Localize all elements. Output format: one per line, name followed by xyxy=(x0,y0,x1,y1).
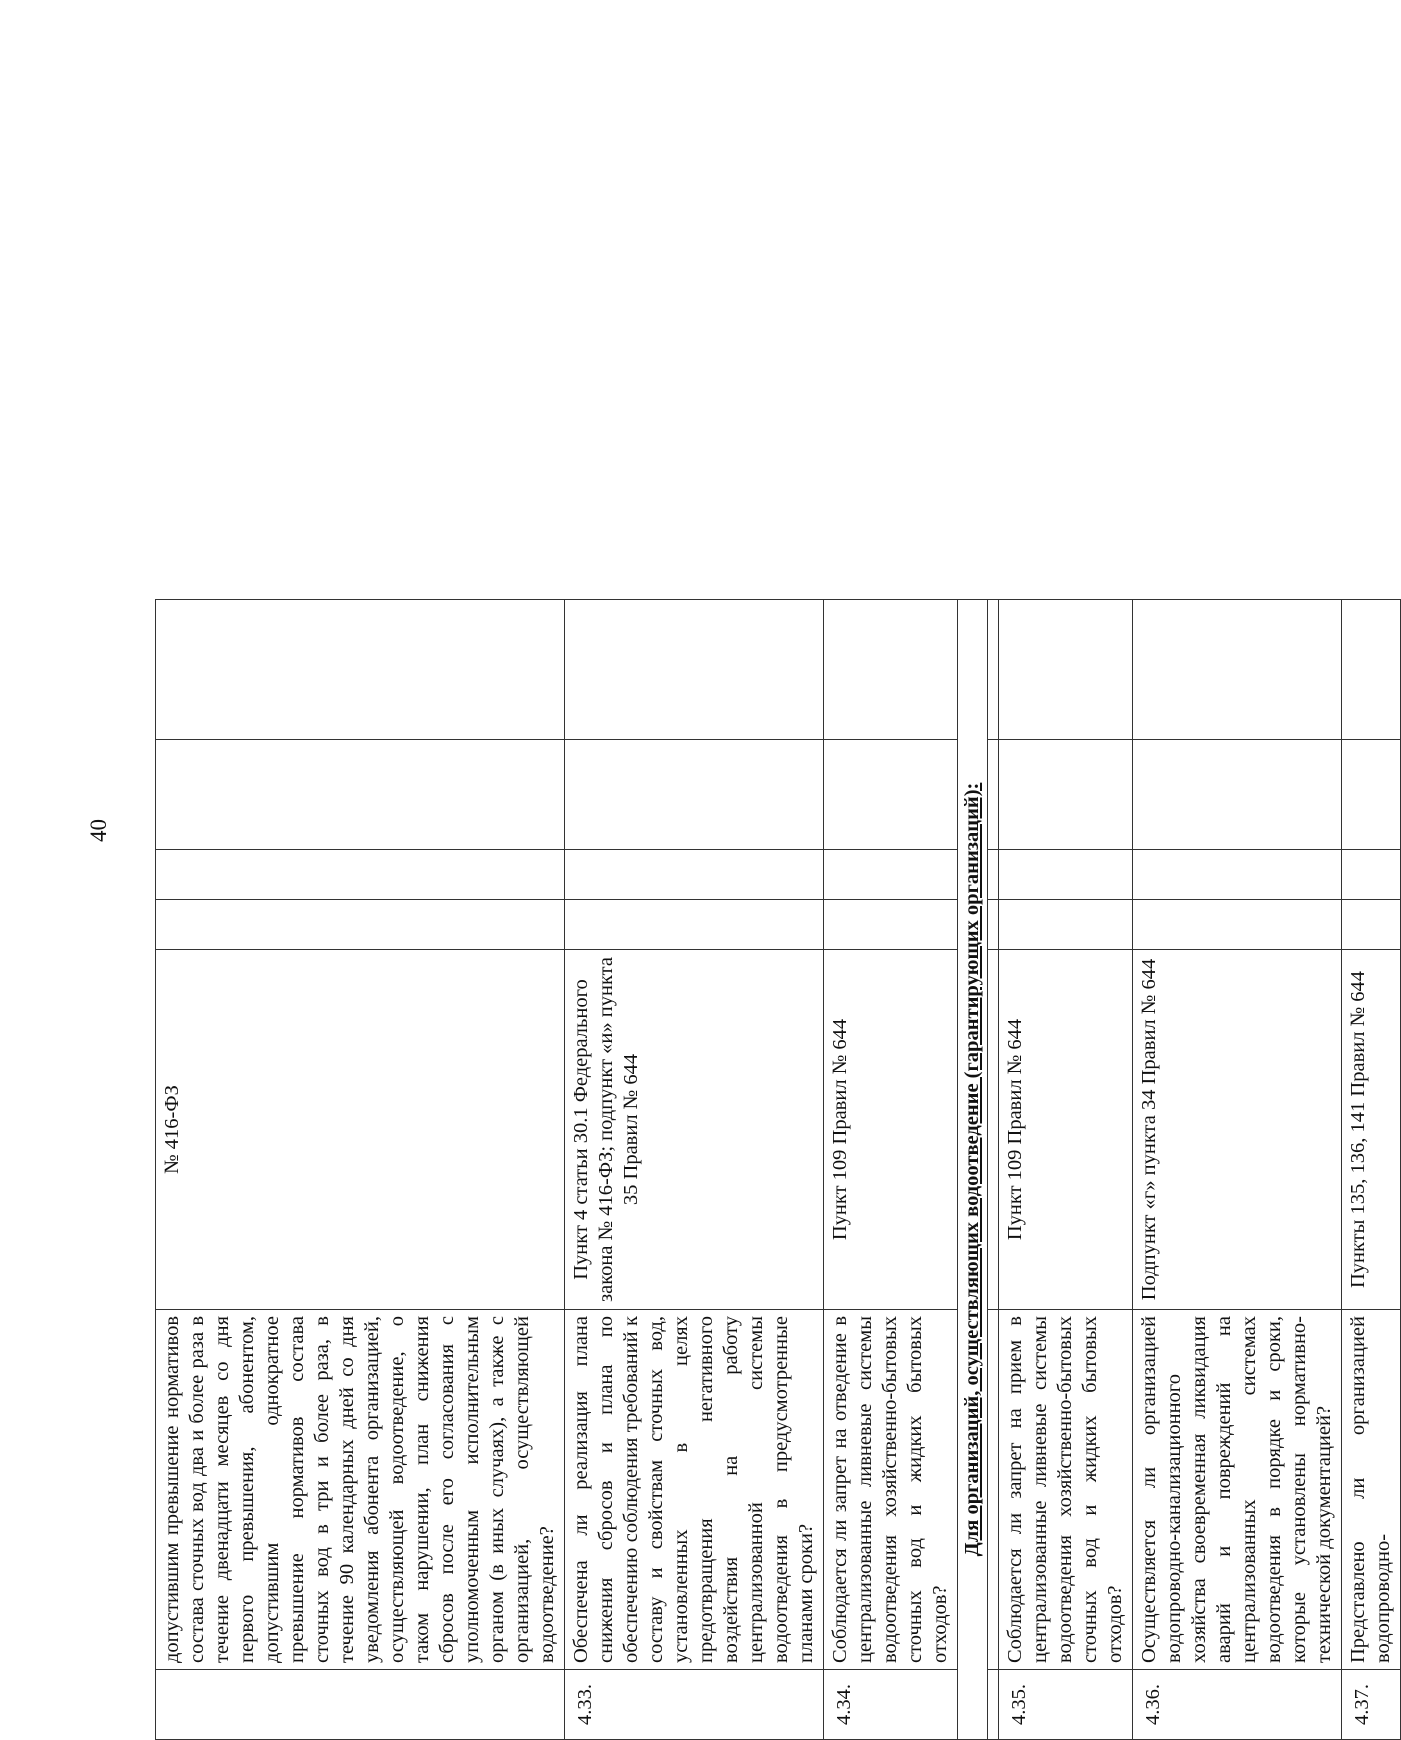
table-row xyxy=(1133,600,1342,1740)
separator-cell xyxy=(988,600,999,740)
checklist-table xyxy=(155,599,1401,1740)
separator-row xyxy=(988,600,999,1740)
answer-yes-cell xyxy=(565,900,824,950)
notes-cell xyxy=(565,600,824,740)
answer-yes-cell xyxy=(1133,900,1342,950)
legal-reference-cell: Подпункт «г» пункта 34 Правил № 644 xyxy=(1133,950,1342,1310)
table-row xyxy=(1342,600,1401,1740)
not-applicable-cell xyxy=(565,740,824,850)
question-cell: допустившим превышение нормативов состава сточных вод два и более раза в течение двенадцати месяцев со дня первого превышения, абонентом, допустившим однократное превышение нормативов состава сточных вод в три и более раза, в течение 90 календарных дней со дня уведомления абонента организацией, осуществляющей водоотведение, о таком нарушении, план снижения сбросов после его согласования с уполномоченным исполнительным органом (в иных случаях), а также с организацией, осуществляющей водоотведение? xyxy=(156,1310,565,1670)
notes-cell xyxy=(1342,600,1401,740)
question-cell: Осуществляется ли организацией водопроводно-канализационного хозяйства своевременная ликвидация аварий и повреждений на централизованных системах водоотведения в порядке и сроки, которые установлены нормативно-технической документацией? xyxy=(1133,1310,1342,1670)
question-cell: Обеспечена ли реализация плана снижения сбросов и плана по обеспечению соблюдения требований к составу и свойствам сточных вод, установленных в целях предотвращения негативного воздействия на работу централизованной системы водоотведения в предусмотренные планами сроки? xyxy=(565,1310,824,1670)
separator-cell xyxy=(988,740,999,850)
checklist-table-rotated xyxy=(155,600,1394,1740)
row-number: 4.37. xyxy=(1342,1670,1401,1740)
answer-yes-cell xyxy=(1342,900,1401,950)
answer-no-cell xyxy=(156,850,565,900)
answer-yes-cell xyxy=(824,900,958,950)
not-applicable-cell xyxy=(824,740,958,850)
row-number: 4.36. xyxy=(1133,1670,1342,1740)
separator-cell xyxy=(988,1670,999,1740)
not-applicable-cell xyxy=(1342,740,1401,850)
answer-no-cell xyxy=(999,850,1133,900)
row-number: 4.35. xyxy=(999,1670,1133,1740)
table-row xyxy=(824,600,958,1740)
answer-yes-cell xyxy=(156,900,565,950)
answer-yes-cell xyxy=(999,900,1133,950)
legal-reference-cell: Пункт 109 Правил № 644 xyxy=(824,950,958,1310)
table-row xyxy=(156,600,565,1740)
legal-reference-cell: Пункты 135, 136, 141 Правил № 644 xyxy=(1342,950,1401,1310)
table-row xyxy=(999,600,1133,1740)
legal-reference-cell: Пункт 4 статьи 30.1 Федерального закона № 416-ФЗ; подпункт «и» пункта 35 Правил № 644 xyxy=(565,950,824,1310)
not-applicable-cell xyxy=(1133,740,1342,850)
separator-cell xyxy=(988,900,999,950)
answer-no-cell xyxy=(1133,850,1342,900)
page-number: 40 xyxy=(86,819,111,842)
not-applicable-cell xyxy=(156,740,565,850)
notes-cell xyxy=(156,600,565,740)
separator-cell xyxy=(988,950,999,1310)
answer-no-cell xyxy=(565,850,824,900)
notes-cell xyxy=(1133,600,1342,740)
row-number: 4.33. xyxy=(565,1670,824,1740)
question-cell: Соблюдается ли запрет на прием в централизованные ливневые системы водоотведения хозяйственно-бытовых сточных вод и жидких бытовых отходов? xyxy=(999,1310,1133,1670)
legal-reference-cell: Пункт 109 Правил № 644 xyxy=(999,950,1133,1310)
notes-cell xyxy=(999,600,1133,740)
legal-reference-cell: № 416-ФЗ xyxy=(156,950,565,1310)
answer-no-cell xyxy=(1342,850,1401,900)
separator-cell xyxy=(988,1310,999,1670)
section-heading-row xyxy=(958,600,988,1740)
notes-cell xyxy=(824,600,958,740)
question-cell: Соблюдается ли запрет на отведение в централизованные ливневые системы водоотведения хозяйственно-бытовых сточных вод и жидких бытовых отходов? xyxy=(824,1310,958,1670)
question-cell: Представлено ли организацией водопроводно- xyxy=(1342,1310,1401,1670)
row-number: 4.34. xyxy=(824,1670,958,1740)
answer-no-cell xyxy=(824,850,958,900)
not-applicable-cell xyxy=(999,740,1133,850)
table-row xyxy=(565,600,824,1740)
section-heading: Для организаций, осуществляющих водоотведение (гарантирующих организаций): xyxy=(958,600,988,1740)
separator-cell xyxy=(988,850,999,900)
row-number xyxy=(156,1670,565,1740)
